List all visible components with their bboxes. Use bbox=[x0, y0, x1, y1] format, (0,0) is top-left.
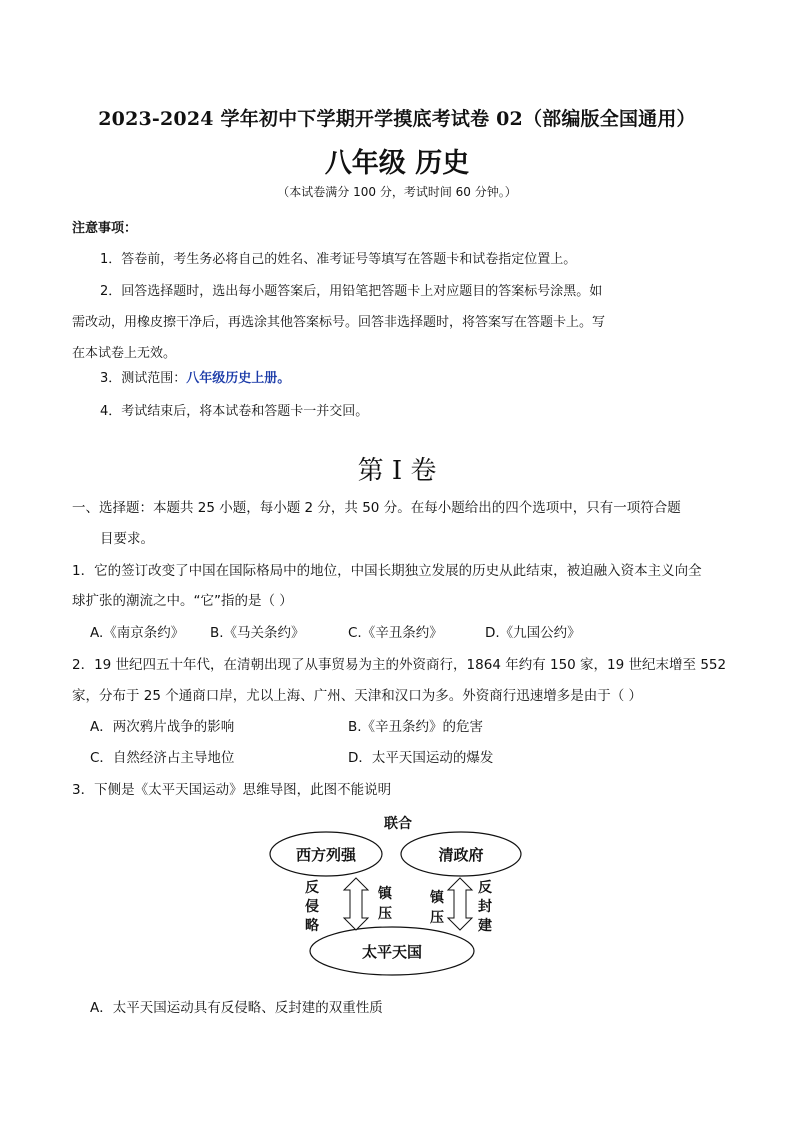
question-1-option-b[interactable]: B.《马关条约》 bbox=[210, 625, 305, 641]
section-intro-line-1: 一、选择题：本题共 25 小题，每小题 2 分，共 50 分。在每小题给出的四个选项中，只有一项符合题 bbox=[72, 500, 681, 516]
question-2-option-d[interactable]: D．太平天国运动的爆发 bbox=[348, 750, 494, 766]
right-up-char-3: 建 bbox=[478, 918, 492, 934]
question-3-option-a[interactable]: A．太平天国运动具有反侵略、反封建的双重性质 bbox=[90, 1000, 383, 1016]
question-1-option-a[interactable]: A.《南京条约》 bbox=[90, 625, 185, 641]
question-2-option-a[interactable]: A．两次鸦片战争的影响 bbox=[90, 719, 235, 735]
notice-item-3 bbox=[100, 367, 290, 386]
node-taiping-label: 太平天国 bbox=[361, 943, 423, 961]
left-up-char-3: 略 bbox=[305, 918, 319, 934]
exam-subtitle: 八年级 历史 bbox=[324, 148, 470, 179]
left-up-char-2: 侵 bbox=[305, 899, 319, 915]
section-intro-line-2: 目要求。 bbox=[100, 531, 154, 547]
notice-item-3-scope: 八年级历史上册。 bbox=[186, 371, 291, 386]
node-qing-government-label: 清政府 bbox=[438, 846, 484, 864]
question-3-line-1: 3．下侧是《太平天国运动》思维导图，此图不能说明 bbox=[72, 782, 392, 798]
diagram-label-lianhe: 联合 bbox=[384, 816, 412, 832]
right-down-char-1: 镇 bbox=[430, 890, 444, 906]
question-2-line-1: 2．19 世纪四五十年代，在清朝出现了从事贸易为主的外资商行，1864 年约有 150 家，19 世纪末增至 552 bbox=[72, 657, 727, 673]
section-title: 第 I 卷 bbox=[357, 456, 437, 486]
notice-heading: 注意事项： bbox=[72, 221, 138, 236]
question-1-option-c[interactable]: C.《辛丑条约》 bbox=[348, 625, 443, 641]
left-up-char-1: 反 bbox=[305, 880, 319, 896]
left-down-char-2: 压 bbox=[378, 906, 392, 922]
right-down-char-2: 压 bbox=[430, 910, 444, 926]
right-up-char-2: 封 bbox=[478, 899, 492, 915]
notice-item-1: 1．答卷前，考生务必将自己的姓名、准考证号等填写在答题卡和试卷指定位置上。 bbox=[100, 252, 577, 267]
node-west-powers-label: 西方列强 bbox=[295, 846, 357, 864]
notice-item-2-line-1: 2．回答选择题时，选出每小题答案后，用铅笔把答题卡上对应题目的答案标号涂黑。如 bbox=[100, 284, 603, 299]
left-double-arrow bbox=[344, 878, 368, 930]
notice-item-2-line-2: 需改动，用橡皮擦干净后，再选涂其他答案标号。回答非选择题时，将答案写在答题卡上。写 bbox=[72, 315, 606, 330]
question-2-option-c[interactable]: C．自然经济占主导地位 bbox=[90, 750, 235, 766]
right-up-char-1: 反 bbox=[478, 880, 492, 896]
question-2-line-2: 家，分布于 25 个通商口岸，尤以上海、广州、天津和汉口为多。外资商行迅速增多是由于（ ） bbox=[72, 688, 643, 704]
right-double-arrow bbox=[448, 878, 472, 930]
taiping-mind-map bbox=[268, 810, 528, 980]
notice-item-4: 4．考试结束后，将本试卷和答题卡一并交回。 bbox=[100, 404, 369, 419]
question-2-option-b[interactable]: B.《辛丑条约》的危害 bbox=[348, 719, 484, 735]
question-1-line-2: 球扩张的潮流之中。“它”指的是（ ） bbox=[72, 593, 293, 609]
left-down-char-1: 镇 bbox=[378, 886, 392, 902]
notice-item-3-prefix: 3．测试范围： bbox=[100, 371, 187, 386]
notice-item-2-line-3: 在本试卷上无效。 bbox=[72, 346, 177, 361]
exam-title: 2023-2024 学年初中下学期开学摸底考试卷 02（部编版全国通用） bbox=[98, 108, 696, 130]
exam-note: （本试卷满分 100 分，考试时间 60 分钟。） bbox=[277, 185, 517, 199]
question-1-line-1: 1．它的签订改变了中国在国际格局中的地位，中国长期独立发展的历史从此结束，被迫融入资本主义向全 bbox=[72, 563, 702, 579]
question-1-option-d[interactable]: D.《九国公约》 bbox=[485, 625, 581, 641]
